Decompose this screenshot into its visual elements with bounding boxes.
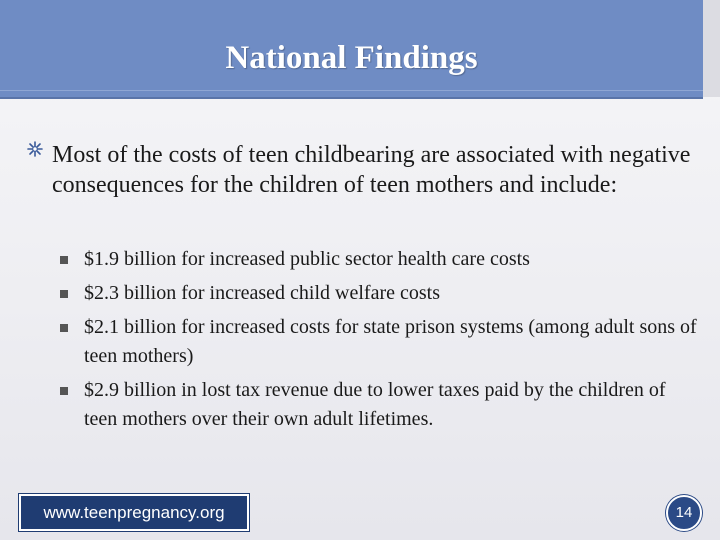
sub-bullet-list — [60, 245, 700, 439]
slide-title: National Findings — [225, 40, 478, 76]
square-bullet-icon — [60, 387, 68, 395]
square-bullet-icon — [60, 290, 68, 298]
sub-bullet-text: $1.9 billion for increased public sector health care costs — [84, 248, 530, 270]
sub-bullet-text: $2.3 billion for increased child welfare costs — [84, 282, 440, 304]
page-number-badge: 14 — [666, 495, 702, 531]
sub-bullet-item — [60, 245, 700, 274]
sub-bullet-item — [60, 313, 700, 371]
main-bullet-text: Most of the costs of teen childbearing are associated with negative consequences for the children of teen mothers and include: — [52, 142, 691, 198]
title-bar — [0, 0, 703, 99]
sub-bullet-text: $2.9 billion in lost tax revenue due to lower taxes paid by the children of teen mothers over their own adult lifetimes. — [84, 379, 666, 430]
sub-bullet-text: $2.1 billion for increased costs for state prison systems (among adult sons of teen mothers) — [84, 316, 697, 367]
footer-url-link[interactable]: www.teenpregnancy.org — [19, 494, 249, 531]
square-bullet-icon — [60, 324, 68, 332]
square-bullet-icon — [60, 256, 68, 264]
sub-bullet-item — [60, 376, 700, 434]
title-side-strip — [703, 0, 720, 97]
title-divider — [0, 90, 703, 91]
sub-bullet-item — [60, 279, 700, 308]
star-bullet-icon — [26, 140, 44, 158]
